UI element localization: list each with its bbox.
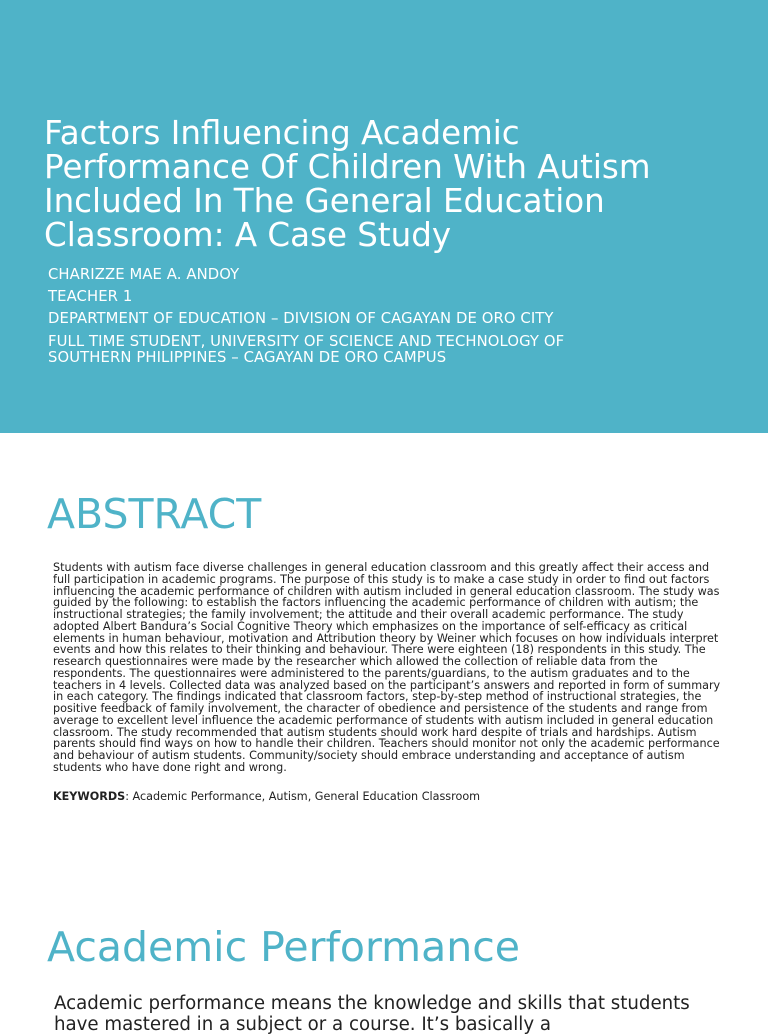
abstract-heading: ABSTRACT	[47, 490, 262, 538]
keywords-line	[53, 790, 721, 803]
author-name: CHARIZZE MAE A. ANDOY	[48, 266, 240, 283]
author-position: TEACHER 1	[48, 288, 133, 305]
academic-performance-heading: Academic Performance	[47, 923, 520, 971]
author-department: DEPARTMENT OF EDUCATION – DIVISION OF CAGAYAN DE ORO CITY	[48, 310, 554, 327]
abstract-text: Students with autism face diverse challenges in general education classroom and this greatly affect their access and full participation in academic programs. The purpose of this study is to make a case study in order to find out factors influencing the academic performance of children with autism included in general education classroom. The study was guided by the following: to establish the factors influencing the academic performance of children with autism; the instructional strategies; the family involvement; the attitude and their overall academic performance. The study adopted Albert Bandura’s Social Cognitive Theory which emphasizes on the importance of self-efficacy as critical elements in human behaviour, motivation and Attribution theory by Weiner which focuses on how individuals interpret events and how this relates to their thinking and behaviour. There were eighteen (18) respondents in this study. The research questionnaires were made by the researcher which allowed the collection of reliable data from the respondents. The questionnaires were administered to the parents/guardians, to the autism graduates and to the teachers in 4 levels. Collected data was analyzed based on the participant’s answers and reported in form of summary in each category. The findings indicated that classroom factors, step-by-step method of instructional strategies, the positive feedback of family involvement, the character of obedience and persistence of the students and range from average to excellent level influence the academic performance of students with autism included in general education classroom. The study recommended that autism students should work hard despite of trials and hardships. Autism parents should find ways on how to handle their children. Teachers should monitor not only the academic performance and behaviour of autism students. Community/society should embrace understanding and acceptance of autism students who have done right and wrong.	[53, 561, 721, 774]
keywords-text: : Academic Performance, Autism, General Education Classroom	[125, 790, 481, 803]
author-status: FULL TIME STUDENT, UNIVERSITY OF SCIENCE AND TECHNOLOGY OF SOUTHERN PHILIPPINES – CAGAYAN DE ORO CAMPUS	[48, 333, 565, 366]
document-title: Factors Influencing Academic Performance Of Children With Autism Included In The General Education Classroom: A Case Study	[44, 114, 651, 254]
title-banner	[0, 0, 768, 433]
keywords-label: KEYWORDS	[53, 790, 126, 803]
academic-performance-text: Academic performance means the knowledge and skills that students have mastered in a subject or a course. It’s basically a	[54, 993, 690, 1035]
